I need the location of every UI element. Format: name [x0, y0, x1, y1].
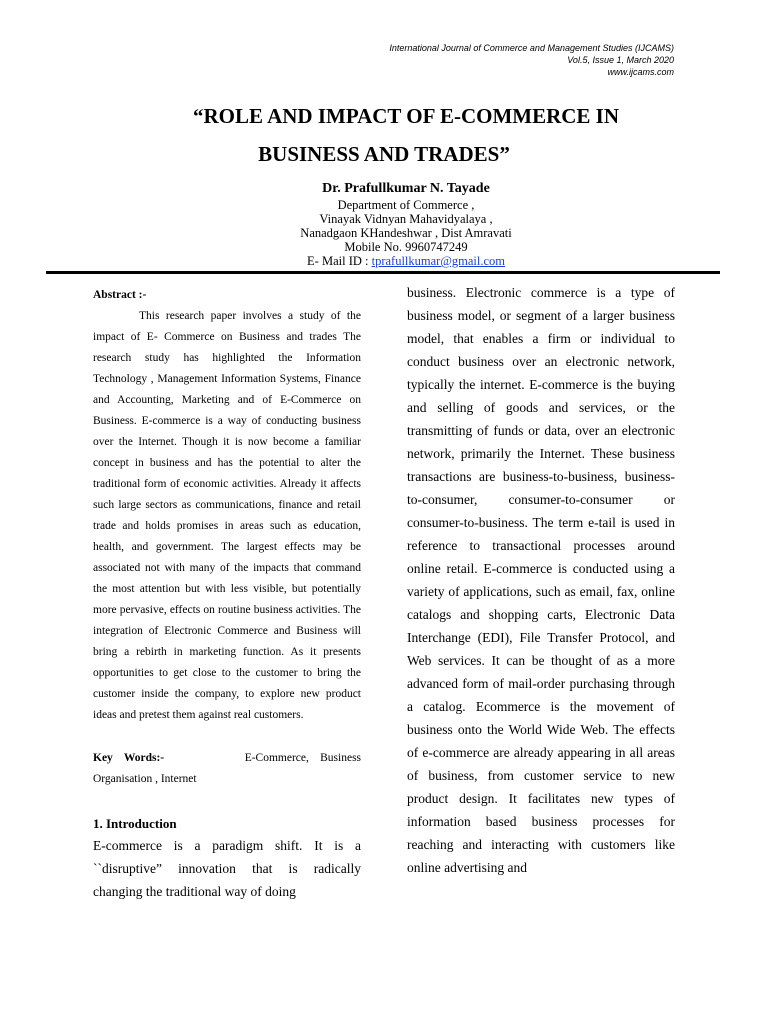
introduction-heading: 1. Introduction [93, 816, 177, 831]
paper-title-line1: “ROLE AND IMPACT OF E-COMMERCE IN [192, 104, 620, 128]
author-email-line [0, 254, 768, 268]
paper-title-line2: BUSINESS AND TRADES” [258, 142, 510, 166]
right-column-text: business. Electronic commerce is a type of business model, or segment of a larger business model, that enables a firm or individual to conduct business over an electronic network, typically the internet. E-commerce is the buying and selling of goods and services, or the transmitting of funds or data, over an electronic network, primarily the Internet. These business transactions are business-to-business, business-to-consumer, consumer-to-consumer or consumer-to-business. The term e-tail is used in reference to transactional processes around online retail. E-commerce is conducted using a variety of applications, such as email, fax, online catalogs and shopping carts, Electronic Data Interchange (EDI), File Transfer Protocol, and Web services. It can be thought of as a more advanced form of mail-order purchasing through a catalog. Ecommerce is the movement of business onto the World Wide Web. The effects of e-commerce are already appearing in all areas of business, from customer service to new product design. It facilitates new types of information based business processes for reaching and interacting with customers like online advertising and [407, 285, 675, 875]
author-mobile: Mobile No. 9960747249 [344, 240, 468, 254]
journal-volume: Vol.5, Issue 1, March 2020 [567, 55, 674, 65]
abstract-heading: Abstract :- [93, 289, 147, 301]
author-name: Dr. Prafullkumar N. Tayade [322, 181, 490, 196]
left-column [93, 285, 361, 903]
journal-name: International Journal of Commerce and Management Studies (IJCAMS) [389, 43, 674, 53]
author-college: Vinayak Vidnyan Mahavidyalaya , [319, 212, 493, 226]
journal-website: www.ijcams.com [607, 67, 674, 77]
keywords-text: E-Commerce, Business Organisation , Internet [93, 752, 362, 785]
email-link[interactable]: tprafullkumar@gmail.com [371, 254, 505, 268]
keywords-label: Key Words:- [93, 752, 165, 764]
header-divider [46, 271, 720, 274]
email-label: E- Mail ID : [307, 254, 372, 268]
right-column [407, 281, 675, 879]
introduction-text: E-commerce is a paradigm shift. It is a ``disruptive” innovation that is radically changing the traditional way of doing [93, 838, 361, 899]
author-department: Department of Commerce , [337, 198, 475, 212]
keywords-section [93, 748, 361, 790]
author-block [0, 180, 768, 268]
abstract-text: This research paper involves a study of the impact of E- Commerce on Business and trades The research study has highlighted the Information Technology , Management Information Systems, Finance and Accounting, Marketing and of E-Commerce on Business. E-commerce is a way of conducting business over the Internet. Though it is now become a familiar concept in business and has the potential to alter the traditional form of economic activities. Already it affects such large sectors as communications, finance and retail trade and holds promises in areas such as education, health, and government. The largest effects may be associated not with many of the impacts that command the most attention but with less visible, but potentially more pervasive, effects on routine business activities. The integration of Electronic Commerce and Business will bring a rebirth in marketing function. As it presents opportunities to get close to the customer to bring the customer inside the company, to explore new product ideas and pretest them against real customers. [93, 310, 361, 721]
journal-header [389, 42, 674, 78]
author-address: Nanadgaon KHandeshwar , Dist Amravati [300, 226, 512, 240]
